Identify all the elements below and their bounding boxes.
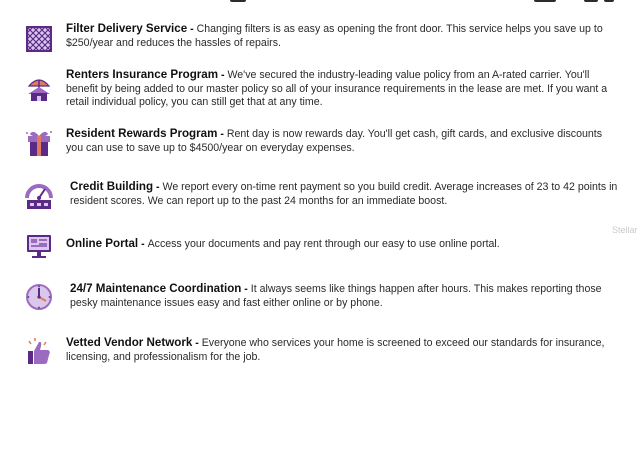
monitor-portal-icon — [24, 231, 54, 261]
filter-grid-icon — [24, 24, 54, 54]
service-description: It always seems like things happen after hours. This makes reporting those pesky maintenance issues easy and fast either online or by phone. — [70, 283, 602, 309]
service-title: Filter Delivery Service — [66, 22, 188, 35]
service-text: Filter Delivery Service - Changing filters is as easy as opening the front door. This service helps you save up to $250/year and reduces the hassles of repairs. — [66, 22, 603, 49]
service-description: We've secured the industry-leading value policy from an A-rated carrier. You'll benefit by being added to our master policy so all of your insurance requirements in the lease are met. If you want a retail individual policy, you can still get that at any time. — [66, 69, 608, 109]
service-text: Vetted Vendor Network - Everyone who services your home is screened to exceed our standards for insurance, licensing, and professionalism for the job. — [66, 336, 605, 363]
service-title: Vetted Vendor Network — [66, 336, 193, 349]
service-title: Online Portal — [66, 237, 139, 250]
service-description: Changing filters is as easy as opening the front door. This service helps you save up to $250/year and reduces the hassles of repairs. — [66, 23, 603, 49]
service-title: Resident Rewards Program — [66, 127, 218, 140]
service-description: Everyone who services your home is screened to exceed our standards for insurance, licensing, and professionalism for the job. — [66, 337, 605, 363]
service-description: Access your documents and pay rent through our easy to use online portal. — [147, 238, 500, 250]
service-text: Resident Rewards Program - Rent day is now rewards day. You'll get cash, gift cards, and exclusive discounts you can use to save up to $4500/year on everyday expenses. — [66, 127, 603, 154]
service-title: Credit Building — [70, 180, 154, 193]
service-description: Rent day is now rewards day. You'll get cash, gift cards, and exclusive discounts you can use to save up to $4500/year on everyday expenses. — [66, 128, 603, 154]
top-cropped-strip — [0, 0, 640, 4]
service-text: Credit Building - We report every on-time rent payment so you build credit. Average increases of 23 to 42 points in resident scores. We can report up to the past 24 months for an immediate boost. — [70, 180, 618, 207]
cropped-watermark-text: Stellar — [612, 225, 638, 235]
thumbs-up-icon — [24, 337, 54, 367]
service-title: Renters Insurance Program — [66, 68, 219, 81]
credit-gauge-icon — [24, 182, 54, 212]
umbrella-house-icon — [24, 73, 54, 103]
service-text: Online Portal - Access your documents and pay rent through our easy to use online portal. — [66, 237, 500, 250]
gift-box-icon — [24, 128, 54, 158]
service-text: Renters Insurance Program - We've secured the industry-leading value policy from an A-rated carrier. You'll benefit by being added to our master policy so all of your insurance requirements in the lease are met. If you want a retail individual policy, you can still get that at any time. — [66, 68, 608, 109]
service-title: 24/7 Maintenance Coordination — [70, 282, 242, 295]
clock-icon — [24, 282, 54, 312]
service-description: We report every on-time rent payment so you build credit. Average increases of 23 to 42 points in resident scores. We can report up to the past 24 months for an immediate boost. — [70, 181, 618, 207]
service-text: 24/7 Maintenance Coordination - It always seems like things happen after hours. This makes reporting those pesky maintenance issues easy and fast either online or by phone. — [70, 282, 602, 309]
